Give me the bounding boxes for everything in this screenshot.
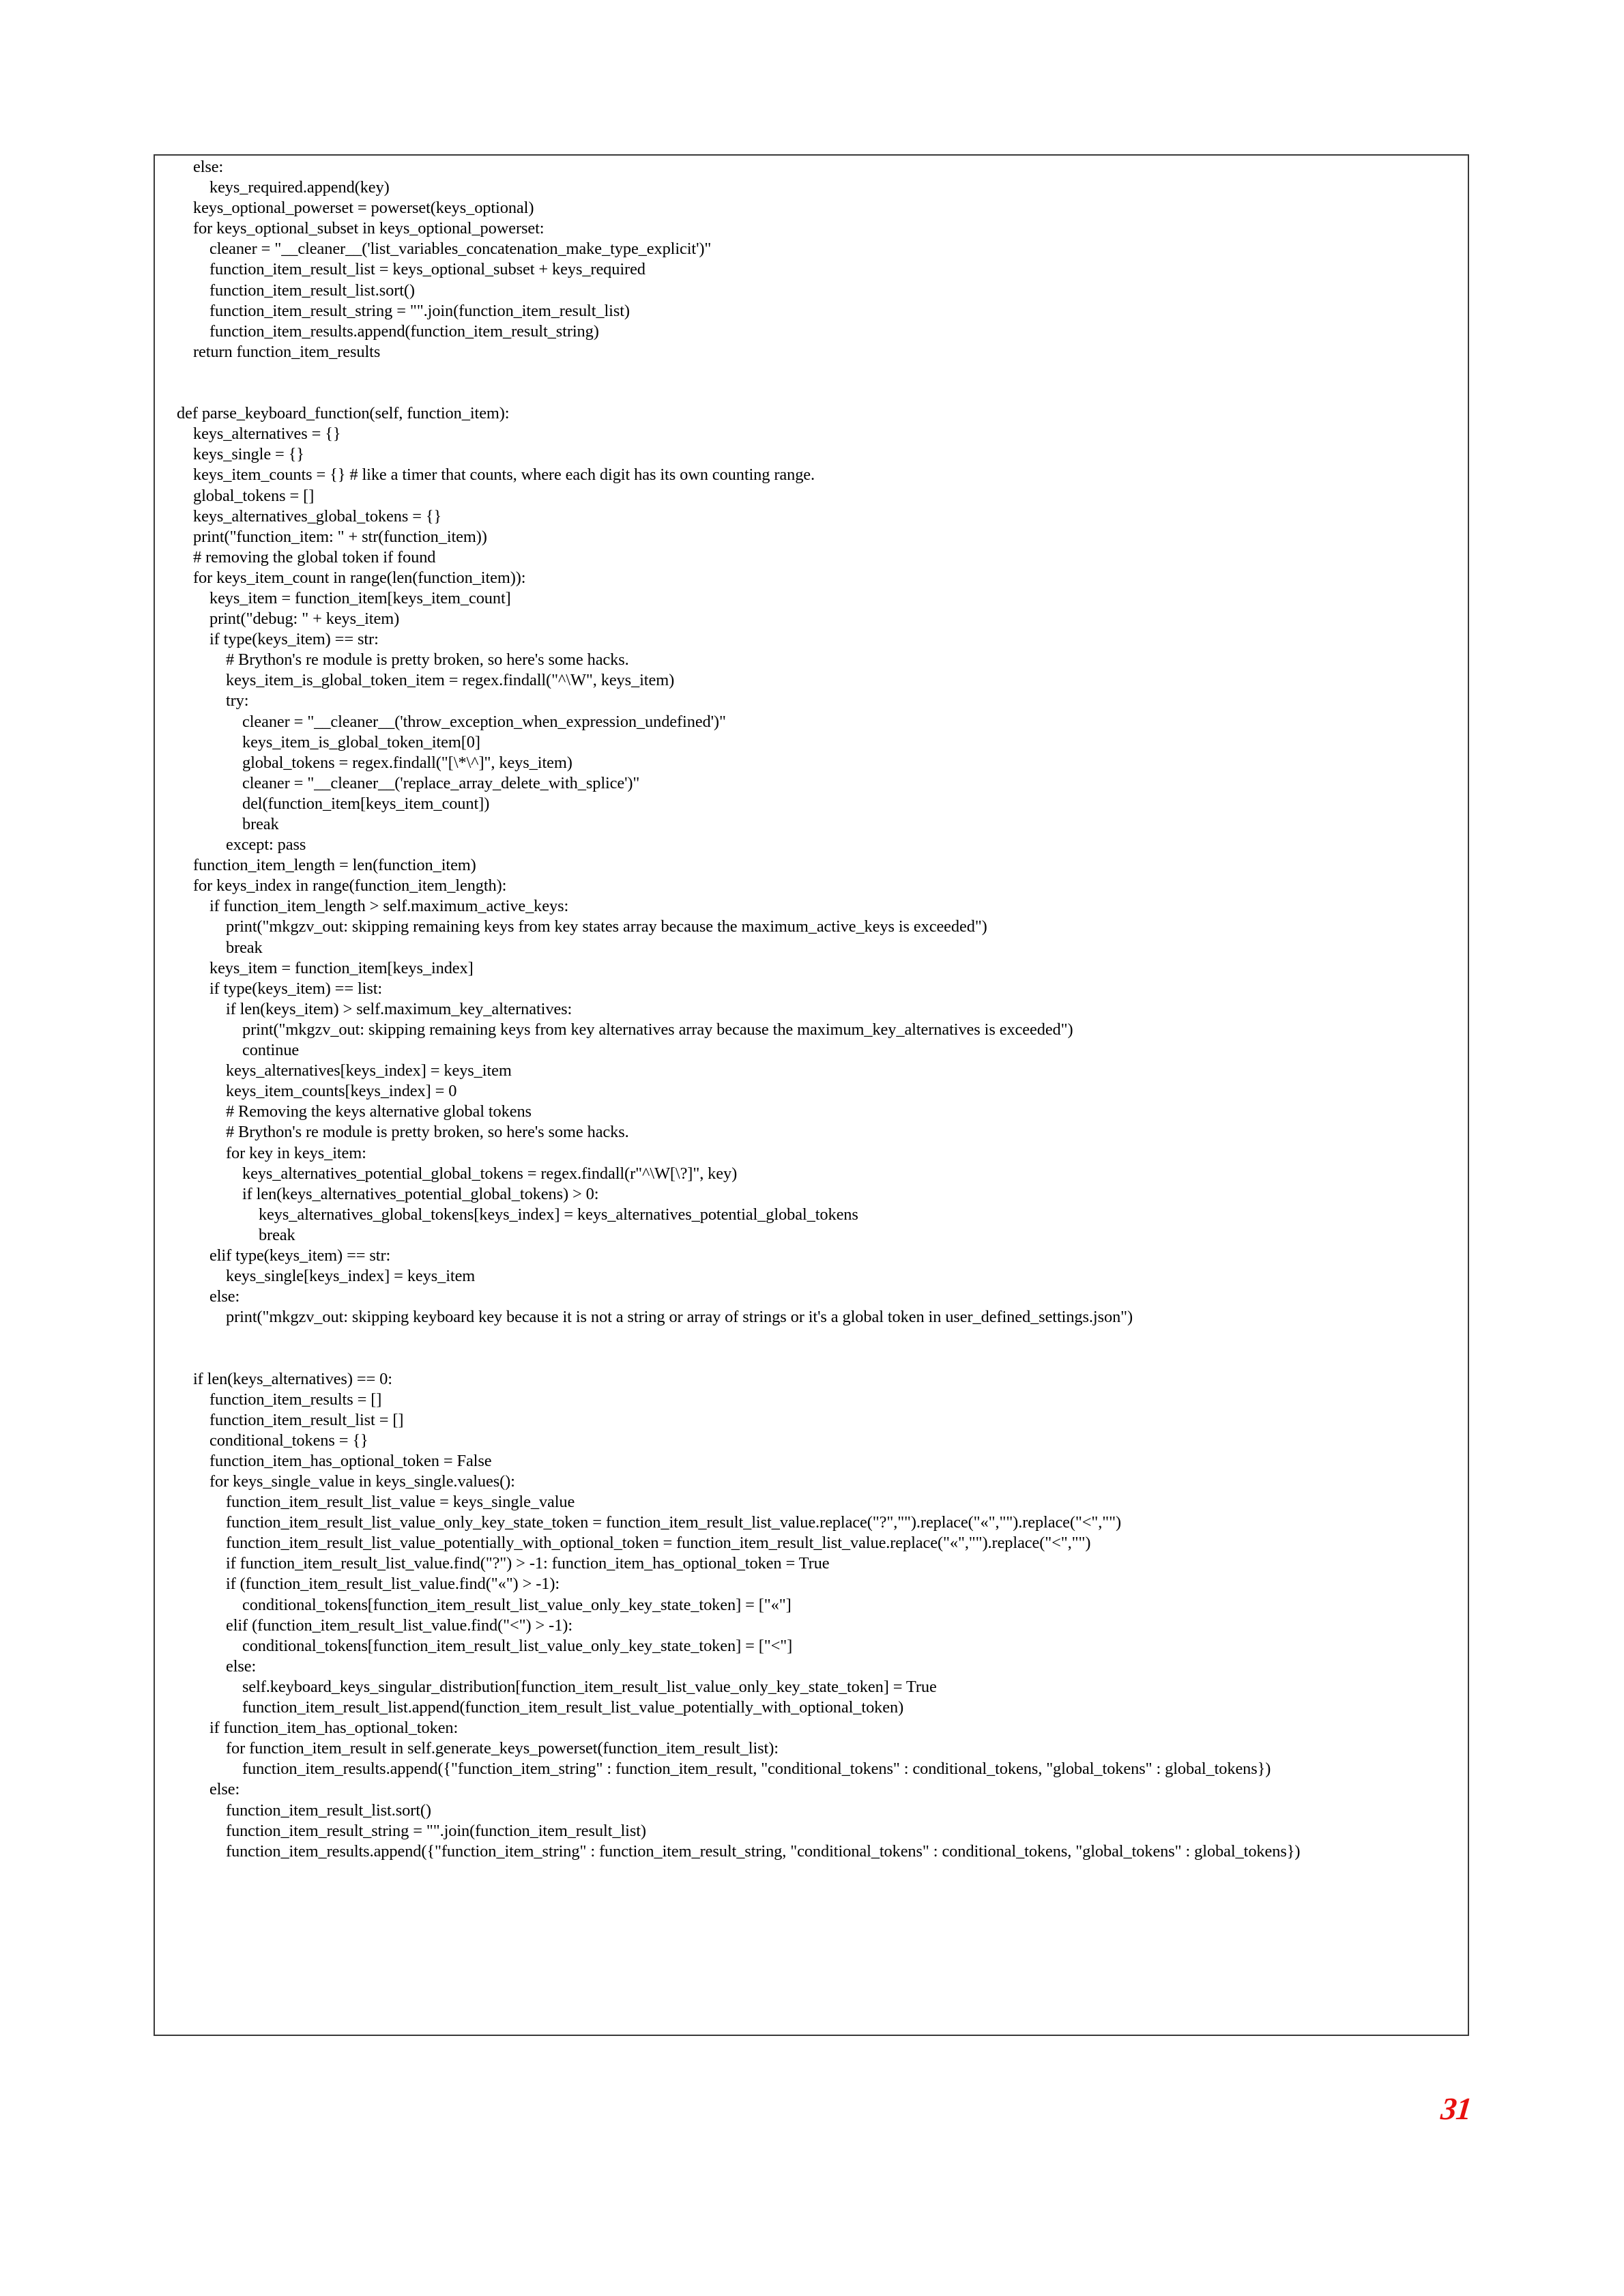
code-line: for keys_index in range(function_item_length): xyxy=(160,876,507,895)
code-line: break xyxy=(160,938,263,957)
code-line: # Brython's re module is pretty broken, so here's some hacks. xyxy=(160,1123,629,1142)
code-line: print("mkgzv_out: skipping keyboard key because it is not a string or array of strings or it's a global token in user_defined_settings.json") xyxy=(160,1308,1133,1327)
code-line: function_item_result_list_value = keys_single_value xyxy=(160,1493,575,1512)
code-line: elif type(keys_item) == str: xyxy=(160,1246,391,1265)
code-line: for keys_item_count in range(len(function_item)): xyxy=(160,568,526,587)
code-line: keys_single[keys_index] = keys_item xyxy=(160,1267,476,1286)
code-line: function_item_result_string = "".join(function_item_result_list) xyxy=(160,1821,646,1840)
code-line: except: pass xyxy=(160,835,306,855)
code-line: function_item_result_list = [] xyxy=(160,1410,404,1429)
code-line: function_item_length = len(function_item) xyxy=(160,856,476,875)
code-line: if function_item_result_list_value.find("?") > -1: function_item_has_optional_token = True xyxy=(160,1554,830,1573)
code-line: keys_alternatives_potential_global_tokens = regex.findall(r"^\W[\?]", key) xyxy=(160,1164,738,1183)
code-line: function_item_results.append({"function_item_string" : function_item_result, "conditional_tokens" : conditional_tokens, "global_tokens" : global_tokens}) xyxy=(160,1760,1271,1779)
code-line: del(function_item[keys_item_count]) xyxy=(160,794,490,813)
code-line: function_item_has_optional_token = False xyxy=(160,1451,492,1470)
code-listing xyxy=(155,157,1470,1862)
code-line: cleaner = "__cleaner__('throw_exception_when_expression_undefined')" xyxy=(160,712,726,731)
code-line: if len(keys_alternatives) == 0: xyxy=(160,1369,392,1388)
code-line: print("mkgzv_out: skipping remaining keys from key states array because the maximum_active_keys is exceeded") xyxy=(160,917,987,936)
code-line xyxy=(155,1348,1470,1368)
code-line: keys_item = function_item[keys_item_count] xyxy=(160,588,511,607)
code-line: else: xyxy=(160,1656,257,1676)
code-line: conditional_tokens[function_item_result_list_value_only_key_state_token] = ["<"] xyxy=(160,1636,793,1655)
code-line: function_item_result_string = "".join(function_item_result_list) xyxy=(160,301,630,320)
code-line xyxy=(155,1328,1470,1348)
code-line: else: xyxy=(160,158,224,176)
code-line: keys_alternatives[keys_index] = keys_item xyxy=(160,1061,512,1080)
code-line: print("debug: " + keys_item) xyxy=(160,609,400,629)
code-line: function_item_results = [] xyxy=(160,1390,382,1409)
code-line: keys_optional_powerset = powerset(keys_optional) xyxy=(160,199,534,218)
code-line: function_item_result_list.append(function_item_result_list_value_potentially_with_optional_token) xyxy=(160,1698,904,1717)
code-line: self.keyboard_keys_singular_distribution[function_item_result_list_value_only_key_state_token] = True xyxy=(160,1677,937,1696)
code-line: keys_item_counts[keys_index] = 0 xyxy=(160,1082,457,1101)
code-line: # Brython's re module is pretty broken, so here's some hacks. xyxy=(160,650,629,670)
code-line: for keys_single_value in keys_single.values(): xyxy=(160,1472,515,1491)
code-line: conditional_tokens = {} xyxy=(160,1431,368,1450)
code-line: keys_single = {} xyxy=(160,445,304,464)
code-line: if function_item_length > self.maximum_active_keys: xyxy=(160,897,569,916)
code-line: for key in keys_item: xyxy=(160,1143,366,1162)
code-line: keys_item_is_global_token_item[0] xyxy=(160,732,480,751)
code-line: function_item_result_list.sort() xyxy=(160,1800,431,1820)
code-line: keys_item_is_global_token_item = regex.findall("^\W", keys_item) xyxy=(160,671,675,690)
code-line: else: xyxy=(160,1780,240,1799)
code-line: print("function_item: " + str(function_item)) xyxy=(160,527,487,546)
code-line: try: xyxy=(160,691,249,711)
code-line: function_item_result_list_value_potentially_with_optional_token = function_item_result_list_value.replace("«","").replace("<","") xyxy=(160,1534,1091,1553)
code-line: else: xyxy=(160,1287,240,1306)
code-line: # removing the global token if found xyxy=(160,547,436,566)
code-line: conditional_tokens[function_item_result_list_value_only_key_state_token] = ["«"] xyxy=(160,1595,792,1614)
code-line: keys_alternatives = {} xyxy=(160,425,341,444)
code-line: if (function_item_result_list_value.find("«") > -1): xyxy=(160,1575,560,1594)
code-line: function_item_result_list.sort() xyxy=(160,281,415,300)
code-line: function_item_result_list = keys_optional_subset + keys_required xyxy=(160,260,646,279)
code-line: keys_required.append(key) xyxy=(160,178,390,197)
code-line xyxy=(155,362,1470,383)
code-line xyxy=(155,383,1470,403)
code-line: cleaner = "__cleaner__('list_variables_concatenation_make_type_explicit')" xyxy=(160,240,712,259)
code-line: keys_alternatives_global_tokens[keys_index] = keys_alternatives_potential_global_tokens xyxy=(160,1205,858,1224)
code-line: if len(keys_item) > self.maximum_key_alternatives: xyxy=(160,999,572,1018)
code-line: function_item_result_list_value_only_key_state_token = function_item_result_list_value.replace("?","").replace("«","").replace("<","") xyxy=(160,1513,1122,1532)
code-line: def parse_keyboard_function(self, function_item): xyxy=(160,404,510,423)
code-line: function_item_results.append(function_item_result_string) xyxy=(160,321,599,341)
code-line: if type(keys_item) == list: xyxy=(160,979,383,998)
code-line: print("mkgzv_out: skipping remaining keys from key alternatives array because the maximum_key_alternatives is exceeded") xyxy=(160,1020,1073,1039)
code-line: function_item_results.append({"function_item_string" : function_item_result_string, "conditional_tokens" : conditional_tokens, "global_tokens" : global_tokens}) xyxy=(160,1841,1301,1861)
code-line: break xyxy=(160,815,279,833)
code-line: if len(keys_alternatives_potential_global_tokens) > 0: xyxy=(160,1184,599,1203)
code-line: cleaner = "__cleaner__('replace_array_delete_with_splice')" xyxy=(160,773,640,792)
code-line: global_tokens = [] xyxy=(160,486,315,505)
code-line: # Removing the keys alternative global tokens xyxy=(160,1102,532,1121)
code-line: keys_item_counts = {} # like a timer that counts, where each digit has its own counting range. xyxy=(160,465,815,485)
code-line: for function_item_result in self.generate_keys_powerset(function_item_result_list): xyxy=(160,1739,779,1758)
code-line: if type(keys_item) == str: xyxy=(160,630,379,649)
code-line: keys_item = function_item[keys_index] xyxy=(160,958,474,977)
code-line: for keys_optional_subset in keys_optional_powerset: xyxy=(160,219,545,238)
code-line: return function_item_results xyxy=(160,342,381,361)
page-number: 31 xyxy=(1439,2091,1473,2126)
code-line: keys_alternatives_global_tokens = {} xyxy=(160,506,442,526)
code-line: global_tokens = regex.findall("[\*\^]", keys_item) xyxy=(160,753,572,772)
code-line: if function_item_has_optional_token: xyxy=(160,1719,459,1738)
code-text-box xyxy=(154,154,1469,2036)
code-line: break xyxy=(160,1225,295,1244)
code-line: continue xyxy=(160,1041,300,1060)
code-line: elif (function_item_result_list_value.find("<") > -1): xyxy=(160,1616,572,1635)
